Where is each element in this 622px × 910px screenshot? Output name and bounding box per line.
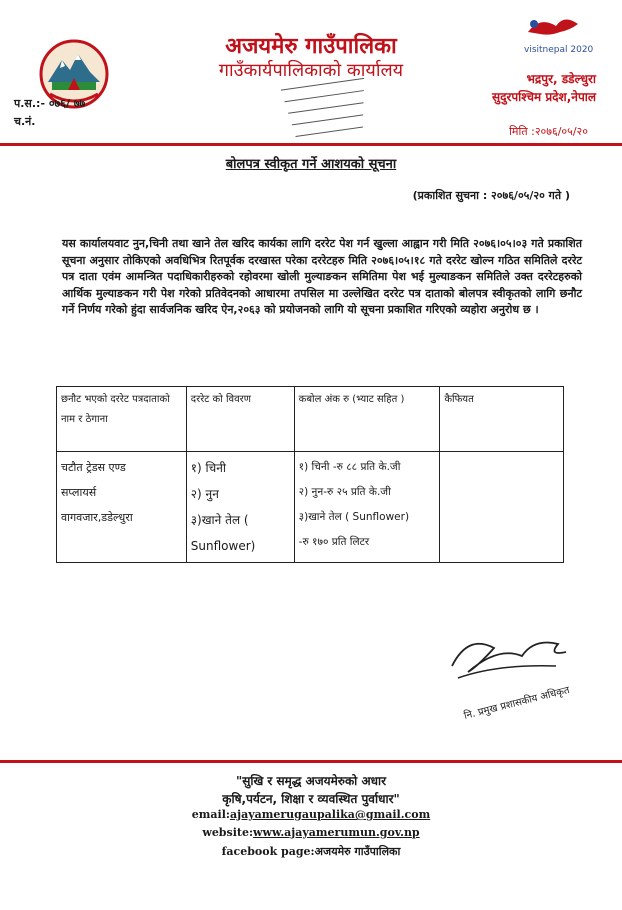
address-line-2: सुदुरपश्चिम प्रदेश,नेपाल: [491, 90, 596, 104]
header-bidder: छनौट भएको दररेट पत्रदाताको नाम र ठेगाना: [57, 387, 187, 452]
dispatch-number: च.नं.: [14, 115, 36, 128]
remarks-cell: [440, 452, 564, 563]
footer-email: [0, 808, 622, 821]
visit-nepal-logo: [520, 12, 594, 64]
header-amount: कबोल अंक रु (भ्याट सहित ): [294, 387, 440, 452]
item-line: १) चिनी: [190, 461, 227, 475]
footer-website: [0, 826, 622, 839]
items-cell: [186, 452, 294, 563]
facebook-page[interactable]: अजयमेरु गाउँपालिका: [314, 845, 401, 858]
office-subtitle: गाउँकार्यपालिकाको कार्यालय: [218, 60, 404, 81]
office-stamp: [278, 74, 374, 144]
footer-motto-2: कृषि,पर्यटन, शिक्षा र व्यवस्थित पुर्वाधार": [222, 792, 400, 806]
table-row: [57, 452, 564, 563]
amount-line: ३)खाने तेल ( Sunflower): [298, 511, 410, 523]
item-line: Sunflower): [190, 539, 256, 553]
bidder-cell: [57, 452, 187, 563]
footer-motto-1: "सुखि र समृद्ध अजयमेरुको अधार: [235, 774, 387, 788]
bid-table: [56, 386, 564, 563]
svg-text:visitnepal 2020: visitnepal 2020: [524, 45, 594, 55]
table-header-row: [57, 387, 564, 452]
signature: [438, 626, 578, 722]
bidder-line: चटौत ट्रेडस एण्ड: [61, 461, 126, 474]
footer-facebook: [0, 844, 622, 859]
header-divider: [0, 143, 622, 146]
address-line-1: भद्रपुर, डडेल्धुरा: [526, 72, 596, 86]
email-link[interactable]: ajayamerugaupalika@gmail.com: [229, 808, 431, 821]
published-date: (प्रकाशित सुचना : २०७६/०५/२० गते ): [412, 189, 570, 202]
notice-title: बोलपत्र स्वीकृत गर्ने आशयको सूचना: [225, 157, 397, 172]
amount-cell: [294, 452, 440, 563]
website-link[interactable]: www.ajayamerumun.gov.np: [253, 826, 420, 839]
amount-line: २) नुन-रु २५ प्रति के.जी: [298, 486, 391, 498]
website-label: website:: [202, 826, 254, 839]
header-remarks: कैफियत: [440, 387, 564, 452]
header-details: दररेट को विवरण: [186, 387, 294, 452]
amount-line: १) चिनी -रु ८८ प्रति के.जी: [298, 461, 401, 473]
office-name: अजयमेरु गाउँपालिका: [225, 34, 397, 59]
item-line: ३)खाने तेल (: [190, 513, 249, 527]
footer-divider: [0, 760, 622, 763]
svg-text:नि. प्रमुख प्रशासकीय अधिकृत: नि. प्रमुख प्रशासकीय अधिकृत: [462, 684, 571, 722]
reference-number: प.स.:- ०७६/ ७७: [14, 97, 86, 110]
item-line: २) नुन: [190, 487, 219, 501]
amount-line: -रु १७० प्रति लिटर: [298, 536, 370, 548]
bidder-line: सप्लायर्स: [61, 486, 97, 499]
notice-body: यस कार्यालयवाट नुन,चिनी तथा खाने तेल खरिद कार्यका लागि दररेट पेश गर्न खुल्ला आह्वान गरी मिति २०७६।०५।०३ गते प्रकाशित सूचना अनुसार तोकिएको अवधिभित्र रितपूर्वक दरखास्त परेका दररेटहरु मिति २०७६।०५।१८ गते दररेट खोल्न गठित समितिले दररेट पत्र दाता एवंम आमन्त्रित पदाधिकारीहरुको रहोवरमा खोली मुल्याङकन समितिमा पेश भई मुल्याङकन समितिले उक्त दररेटहरुको आर्थिक मुल्याङकन गरी पेश गरेको प्रतिवेदनको आधारमा तपसिल मा उल्लेखित दररेट पत्र दाताको बोलपत्र स्वीकृतको लागि छनौट गर्ने निर्णय गरेको हुंदा सार्वजनिक खरिद ऐन,२०६३ को प्रयोजनको लागि यो सूचना प्रकाशित गरिएको व्यहोरा अनुरोध छ ।: [62, 237, 582, 316]
letter-date: मिति :२०७६/०५/२०: [509, 125, 588, 138]
facebook-label: facebook page:: [221, 845, 315, 858]
bidder-line: वागवजार,डडेल्धुरा: [61, 511, 133, 524]
email-label: email:: [191, 808, 230, 821]
